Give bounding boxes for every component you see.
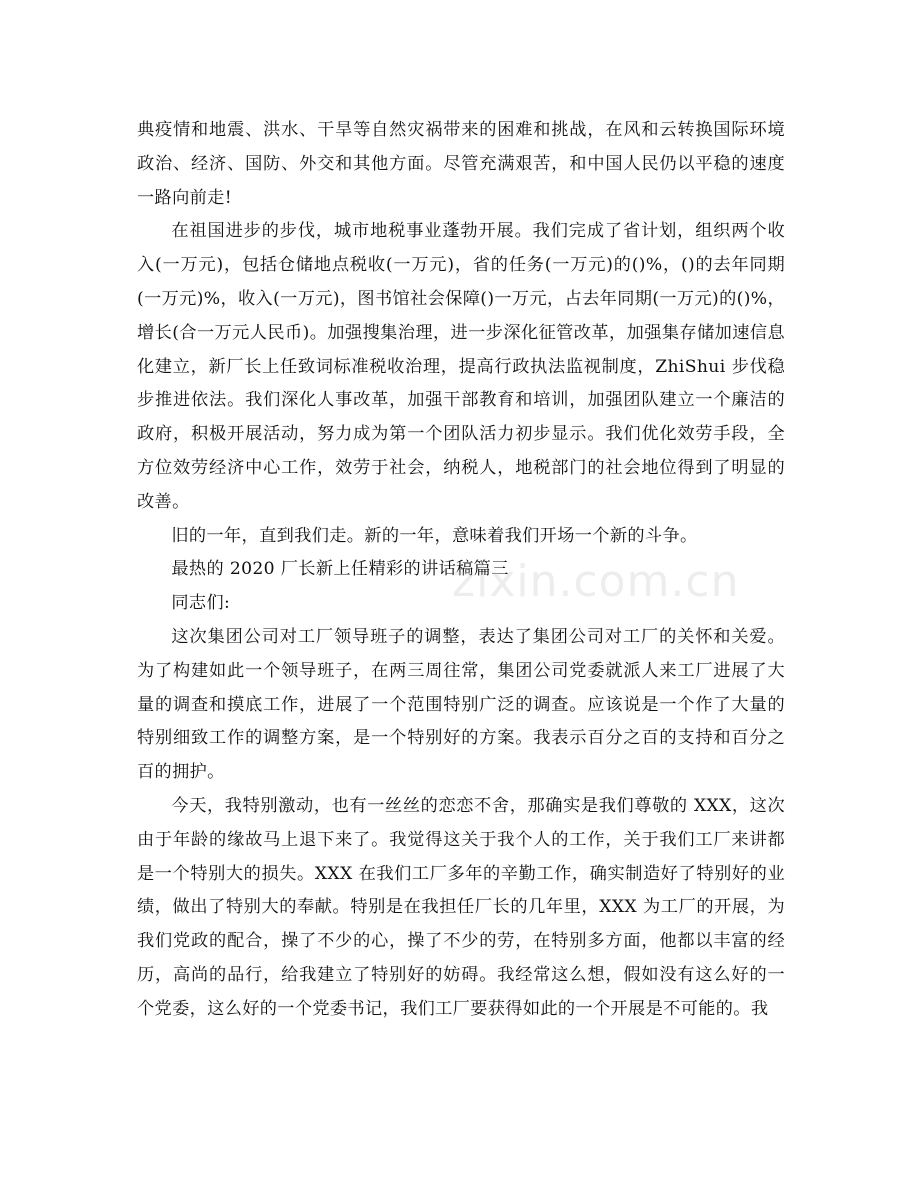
paragraph-leadership-adjustment: 这次集团公司对工厂领导班子的调整，表达了集团公司对工厂的关怀和关爱。为了构建如此一个领导班子，在两三周往常，集团公司党委就派人来工厂进展了大量的调查和摸底工作，进展了一个范围特别广泛的调查。应该说是一个作了大量的特别细致工作的调整方案，是一个特别好的方案。我表示百分之百的支持和百分之百的拥护。 [137,626,785,783]
salutation: 同志们: [171,593,231,614]
paragraph-tax-achievements: 在祖国进步的步伐，城市地税事业蓬勃开展。我们完成了省计划，组织两个收入(一万元)，包括仓储地点税收(一万元)，省的任务(一万元)的()%，()的去年同期(一万元)%，收入(一万元)，图书馆社会保障()一万元，占去年同期(一万元)的()%，增长(合一万元人民币)。加强搜集治理，进一步深化征管改革，加强集存储加速信息化建立，新厂长上任致词标准税收治理，提高行政执法监视制度，ZhiShui 步伐稳步推进依法。我们深化人事改革，加强干部教育和培训，加强团队建立一个廉洁的政府，积极开展活动，努力成为第一个团队活力初步显示。我们优化效劳手段，全方位效劳经济中心工作，效劳于社会，纳税人，地税部门的社会地位得到了明显的改善。 [137,221,785,512]
watermark-logo: zixin.com.cn [452,556,740,607]
paragraph-new-year: 旧的一年，直到我们走。新的一年，意味着我们开场一个新的斗争。 [171,525,698,546]
paragraph-farewell-tribute: 今天，我特别激动，也有一丝丝的恋恋不舍，那确实是我们尊敬的 XXX，这次由于年龄的缘故马上退下来了。我觉得这关于我个人的工作，关于我们工厂来讲都是一个特别大的损失。XXX 在我们工厂多年的辛勤工作，确实制造好了特别好的业绩，做出了特别大的奉献。特别是在我担任厂长的几年里，XXX 为工厂的开展，为我们党政的配合，操了不少的心，操了不少的劳，在特别多方面，他都以丰富的经历，高尚的品行，给我建立了特别好的妨碍。我经常这么想，假如没有这么好的一个党委，这么好的一个党委书记，我们工厂要获得如此的一个开展是不可能的。我 [137,795,785,1019]
document-body [137,114,785,1027]
section-heading: 最热的 2020 厂长新上任精彩的讲话稿篇三 [171,559,509,580]
paragraph-disaster-challenges: 典疫情和地震、洪水、干旱等自然灾祸带来的困难和挑战，在风和云转换国际环境政治、经济、国防、外交和其他方面。尽管充满艰苦，和中国人民仍以平稳的速度一路向前走! [137,120,785,208]
